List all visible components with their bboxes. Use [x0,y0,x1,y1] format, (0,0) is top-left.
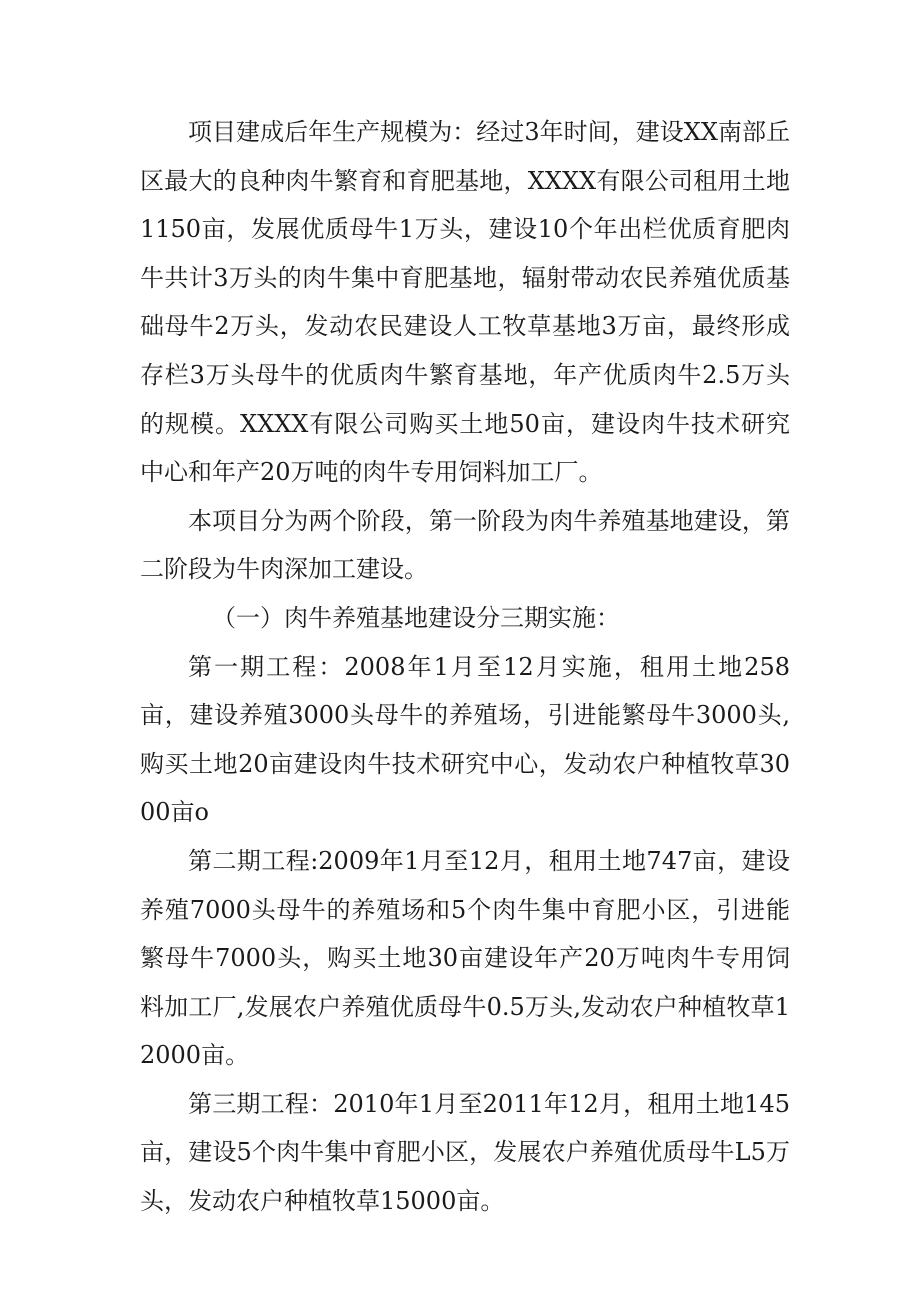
paragraph-phase-one: 第一期工程：2008年1月至12月实施，租用土地258亩，建设养殖3000头母牛的养殖场，引进能繁母牛3000头,购买土地20亩建设肉牛技术研究中心，发动农户种植牧草3000亩o [140,652,790,827]
paragraph-project-stages: 本项目分为两个阶段，第一阶段为肉牛养殖基地建设，第二阶段为牛肉深加工建设。 [140,506,790,584]
paragraph-phase-two: 第二期工程:2009年1月至12月，租用土地747亩，建设养殖7000头母牛的养殖场和5个肉牛集中育肥小区，引进能繁母牛7000头，购买土地30亩建设年产20万吨肉牛专用饲料加工厂,发展农户养殖优质母牛0.5万头,发动农户种植牧草12000亩。 [140,846,790,1070]
paragraph-production-scale: 项目建成后年生产规模为：经过3年时间，建设XX南部丘区最大的良种肉牛繁育和育肥基地，XXXX有限公司租用土地1150亩，发展优质母牛1万头，建设10个年出栏优质育肥肉牛共计3万头的肉牛集中育肥基地，辐射带动农民养殖优质基础母牛2万头，发动农民建设人工牧草基地3万亩，最终形成存栏3万头母牛的优质肉牛繁育基地，年产优质肉牛2.5万头的规模。XXXX有限公司购买土地50亩，建设肉牛技术研究中心和年产20万吨的肉牛专用饲料加工厂。 [140,118,790,487]
paragraph-phase-three: 第三期工程：2010年1月至2011年12月，租用土地145亩，建设5个肉牛集中育肥小区，发展农户养殖优质母牛L5万头，发动农户种植牧草15000亩。 [140,1089,790,1216]
document-body [140,108,790,1226]
section-heading-base-construction: （一）肉牛养殖基地建设分三期实施： [212,603,620,632]
